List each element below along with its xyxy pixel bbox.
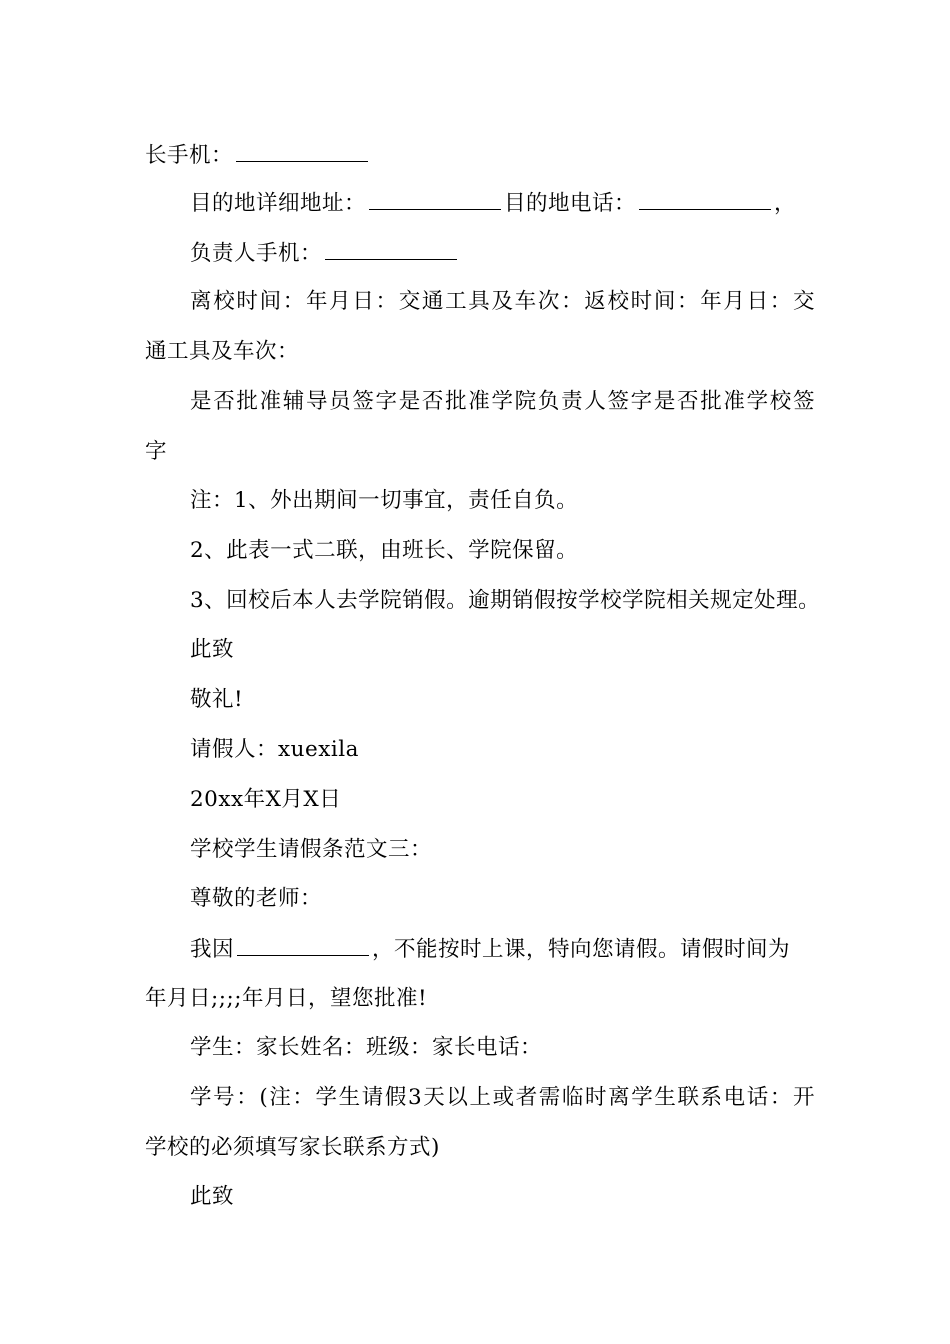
destination-phone-blank — [639, 189, 771, 210]
note-line: 注：1、外出期间一切事宜，责任自负。 — [190, 488, 579, 513]
paragraph-line: 是否批准辅导员签字是否批准学院负责人签字是否批准学校签 — [190, 389, 815, 414]
closing-line: 此致 — [190, 637, 235, 662]
destination-phone-label: 目的地电话： — [504, 191, 637, 216]
paragraph-line: 学号：(注：学生请假3天以上或者需临时离学生联系电话：开 — [190, 1085, 815, 1110]
paragraph-line: 通工具及车次： — [145, 339, 300, 364]
paragraph-line: 学校的必须填写家长联系方式) — [145, 1135, 440, 1160]
responsible-phone-blank — [325, 239, 457, 260]
reason-line — [190, 935, 815, 964]
paragraph-line: 离校时间：年月日：交通工具及车次：返校时间：年月日：交 — [190, 289, 815, 314]
destination-line — [190, 189, 815, 218]
salutation-line: 敬礼! — [190, 687, 244, 712]
comma: ， — [774, 191, 797, 216]
date-line: 20xx年X月X日 — [190, 787, 342, 812]
section-heading: 学校学生请假条范文三： — [190, 837, 433, 862]
reason-text: ，不能按时上课，特向您请假。请假时间为 — [372, 937, 791, 962]
paragraph-line: 字 — [145, 439, 168, 464]
destination-address-blank — [369, 189, 501, 210]
phone-line — [145, 141, 815, 170]
destination-address-label: 目的地详细地址： — [190, 191, 367, 216]
reason-blank — [237, 935, 369, 956]
note-line: 3、回校后本人去学院销假。逾期销假按学校学院相关规定处理。 — [190, 588, 821, 613]
greeting-line: 尊敬的老师： — [190, 886, 323, 911]
applicant-line: 请假人：xuexila — [190, 737, 359, 762]
note-line: 2、此表一式二联，由班长、学院保留。 — [190, 538, 579, 563]
reason-label: 我因 — [190, 937, 235, 962]
closing-line: 此致 — [190, 1184, 235, 1209]
paragraph-line: 年月日;;;;年月日，望您批准! — [145, 986, 428, 1011]
phone-label: 长手机： — [145, 143, 234, 168]
student-info-line: 学生：家长姓名：班级：家长电话： — [190, 1035, 543, 1060]
phone-blank — [236, 141, 368, 162]
responsible-phone-label: 负责人手机： — [190, 241, 323, 266]
responsible-phone-line — [190, 239, 815, 268]
